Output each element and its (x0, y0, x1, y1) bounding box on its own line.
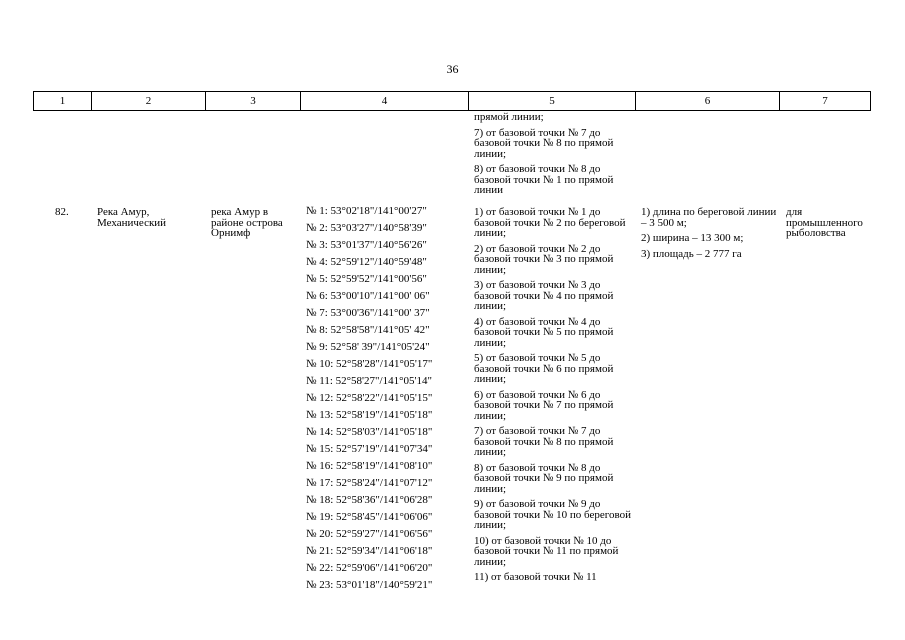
row-number: 82. (55, 206, 69, 218)
column-header-4: 4 (301, 92, 469, 111)
column-header-row (33, 91, 871, 111)
coordinate-line: № 3: 53°01'37"/140°56'26" (306, 239, 427, 251)
continuation-line: прямой линии; (474, 111, 544, 123)
coordinate-line: № 5: 52°59'52"/141°00'56" (306, 273, 427, 285)
coordinate-line: № 18: 52°58'36"/141°06'28" (306, 494, 433, 506)
coordinate-line: № 8: 52°58'58"/141°05' 42" (306, 324, 430, 336)
area-purpose: для промышленного рыболовства (786, 206, 863, 239)
boundary-line: 8) от базовой точки № 8 до базовой точки № 9 по прямой линии; (474, 461, 614, 495)
coordinate-line: № 7: 53°00'36"/141°00' 37" (306, 307, 430, 319)
boundary-line: 5) от базовой точки № 5 до базовой точки № 6 по прямой линии; (474, 352, 614, 385)
column-header-7: 7 (780, 92, 871, 111)
column-header-3: 3 (206, 92, 301, 111)
coordinate-line: № 14: 52°58'03"/141°05'18" (306, 426, 433, 438)
previous-row-continuation (474, 112, 632, 201)
column-header-6: 6 (636, 92, 780, 111)
area-dimensions (641, 207, 779, 264)
coordinate-line: № 1: 53°02'18"/141°00'27" (306, 205, 427, 217)
boundary-line: 4) от базовой точки № 4 до базовой точки № 5 по прямой линии; (474, 315, 614, 349)
column-header-2: 2 (92, 92, 206, 111)
coordinate-line: № 9: 52°58' 39"/141°05'24" (306, 341, 430, 353)
coordinate-line: № 16: 52°58'19"/141°08'10" (306, 460, 433, 472)
coordinate-line: № 21: 52°59'34"/141°06'18" (306, 545, 433, 557)
boundary-line: 2) от базовой точки № 2 до базовой точки № 3 по прямой линии; (474, 242, 614, 276)
coordinate-line: № 11: 52°58'27"/141°05'14" (306, 375, 432, 387)
coordinate-line: № 4: 52°59'12"/140°59'48" (306, 256, 427, 268)
coordinate-line: № 6: 53°00'10"/141°00' 06" (306, 290, 430, 302)
continuation-line: 8) от базовой точки № 8 до базовой точки № 1 по прямой линии (474, 163, 614, 196)
coordinate-line: № 22: 52°59'06"/141°06'20" (306, 562, 433, 574)
boundary-line: 6) от базовой точки № 6 до базовой точки № 7 по прямой линии; (474, 388, 614, 422)
boundary-line: 10) от базовой точки № 10 до базовой точки № 11 по прямой линии; (474, 534, 619, 568)
coordinate-line: № 19: 52°58'45"/141°06'06" (306, 511, 433, 523)
boundary-line: 11) от базовой точки № 11 (474, 571, 597, 583)
page-number: 36 (446, 62, 459, 76)
area-location: река Амур в районе острова Орнимф (211, 206, 283, 239)
boundary-line: 1) от базовой точки № 1 до базовой точки № 2 по береговой линии; (474, 206, 626, 239)
dimension-line: 2) ширина – 13 300 м; (641, 232, 744, 244)
column-header-1: 1 (34, 92, 92, 111)
dimension-line: 3) площадь – 2 777 га (641, 247, 742, 260)
coordinate-line: № 12: 52°58'22"/141°05'15" (306, 392, 433, 404)
coordinate-line: № 2: 53°03'27"/140°58'39" (306, 222, 427, 234)
boundary-line: 3) от базовой точки № 3 до базовой точки № 4 по прямой линии; (474, 279, 614, 312)
column-header-5: 5 (469, 92, 636, 111)
coordinate-line: № 10: 52°58'28"/141°05'17" (306, 358, 433, 370)
boundary-description (474, 207, 632, 588)
coordinate-line: № 17: 52°58'24"/141°07'12" (306, 477, 433, 489)
coordinate-line: № 15: 52°57'19"/141°07'34" (306, 443, 433, 455)
continuation-line: 7) от базовой точки № 7 до базовой точки № 8 по прямой линии; (474, 126, 614, 160)
boundary-line: 7) от базовой точки № 7 до базовой точки № 8 по прямой линии; (474, 425, 614, 458)
coordinate-line: № 20: 52°59'27"/141°06'56" (306, 528, 433, 540)
area-name: Река Амур, Механический (97, 206, 167, 229)
boundary-line: 9) от базовой точки № 9 до базовой точки № 10 по береговой линии; (474, 498, 631, 531)
dimension-line: 1) длина по береговой линии – 3 500 м; (641, 206, 777, 229)
coordinate-line: № 13: 52°58'19"/141°05'18" (306, 409, 433, 421)
coordinate-line: № 23: 53°01'18"/140°59'21" (306, 579, 433, 591)
